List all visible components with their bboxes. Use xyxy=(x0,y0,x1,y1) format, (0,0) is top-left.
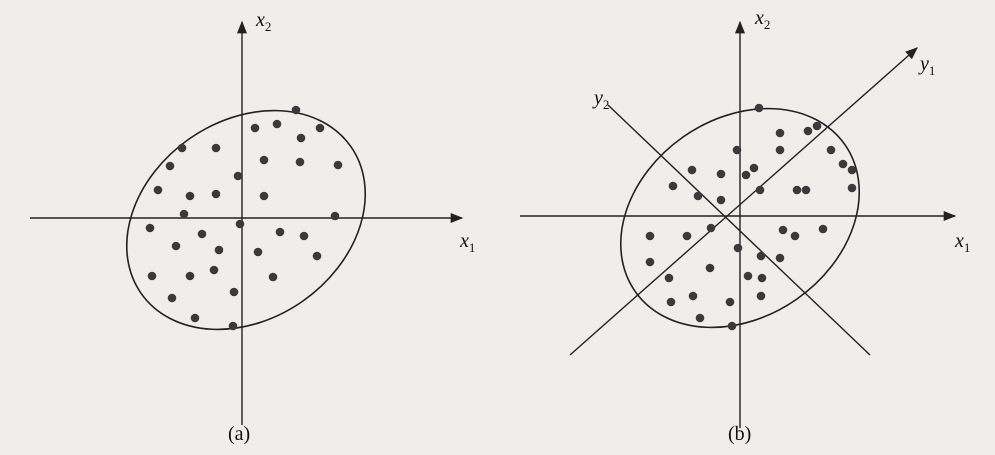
data-point xyxy=(706,264,715,273)
data-point xyxy=(776,129,785,138)
data-point xyxy=(683,232,692,241)
data-point xyxy=(215,246,224,255)
data-point xyxy=(848,184,857,193)
data-point xyxy=(734,244,743,253)
data-point xyxy=(696,314,705,323)
data-point xyxy=(297,134,306,143)
data-point xyxy=(757,292,766,301)
data-point xyxy=(804,127,813,136)
panel-b-x1-label: $x_1$ xyxy=(955,230,971,255)
panel-a-x1-label: $x_1$ xyxy=(460,230,476,255)
data-point xyxy=(733,146,742,155)
data-point xyxy=(669,182,678,191)
panel-b-caption: (b) xyxy=(728,423,752,445)
data-point xyxy=(757,252,766,261)
data-point xyxy=(296,158,305,167)
panel-a-ellipse xyxy=(84,65,407,374)
data-point xyxy=(212,144,221,153)
data-point xyxy=(316,124,325,133)
data-point xyxy=(744,272,753,281)
data-point xyxy=(334,161,343,170)
data-point xyxy=(728,322,737,331)
panel-a-x2-label: $x_2$ xyxy=(256,9,272,34)
data-point xyxy=(260,192,269,201)
data-point xyxy=(694,192,703,201)
data-point xyxy=(260,156,269,165)
data-point xyxy=(251,124,260,133)
data-point xyxy=(689,292,698,301)
data-point xyxy=(646,258,655,267)
data-point xyxy=(802,186,811,195)
data-point xyxy=(707,224,716,233)
panel-b-y2-axis xyxy=(608,105,870,355)
data-point xyxy=(779,226,788,235)
panel-b-data-points xyxy=(646,104,857,331)
data-point xyxy=(168,294,177,303)
data-point xyxy=(191,314,200,323)
data-point xyxy=(180,210,189,219)
data-point xyxy=(793,186,802,195)
data-point xyxy=(717,170,726,179)
data-point xyxy=(665,274,674,283)
panel-b-x2-label: $x_2$ xyxy=(755,7,771,32)
data-point xyxy=(178,144,187,153)
data-point xyxy=(839,160,848,169)
data-point xyxy=(269,273,278,282)
data-point xyxy=(210,266,219,275)
data-point xyxy=(813,122,822,131)
data-point xyxy=(198,230,207,239)
data-point xyxy=(236,220,245,229)
data-point xyxy=(186,192,195,201)
data-point xyxy=(300,232,309,241)
data-point xyxy=(688,166,697,175)
data-point xyxy=(148,272,157,281)
data-point xyxy=(717,196,726,205)
data-point xyxy=(273,120,282,129)
data-point xyxy=(848,166,857,175)
data-point xyxy=(292,106,301,115)
panel-a-caption: (a) xyxy=(228,423,251,445)
panel-a xyxy=(30,9,475,445)
data-point xyxy=(154,186,163,195)
data-point xyxy=(756,186,765,195)
data-point xyxy=(254,248,263,257)
data-point xyxy=(667,298,676,307)
data-point xyxy=(758,274,767,283)
data-point xyxy=(212,190,221,199)
data-point xyxy=(827,146,836,155)
data-point xyxy=(791,232,800,241)
data-point xyxy=(313,252,322,261)
data-point xyxy=(234,172,243,181)
panel-b-y1-label: $y_1$ xyxy=(920,53,936,78)
data-point xyxy=(276,228,285,237)
data-point xyxy=(750,164,759,173)
data-point xyxy=(172,242,181,251)
data-point xyxy=(819,225,828,234)
data-point xyxy=(776,254,785,263)
data-point xyxy=(726,298,735,307)
data-point xyxy=(755,104,764,113)
data-point xyxy=(776,146,785,155)
data-point xyxy=(166,162,175,171)
data-point xyxy=(742,171,751,180)
data-point xyxy=(646,232,655,241)
data-point xyxy=(230,288,239,297)
panel-b xyxy=(520,7,970,445)
data-point xyxy=(229,322,238,331)
panel-b-y1-axis xyxy=(570,48,917,355)
data-point xyxy=(186,272,195,281)
data-point xyxy=(331,212,340,221)
data-point xyxy=(146,224,155,233)
panel-b-y2-label: $y_2$ xyxy=(594,87,610,112)
